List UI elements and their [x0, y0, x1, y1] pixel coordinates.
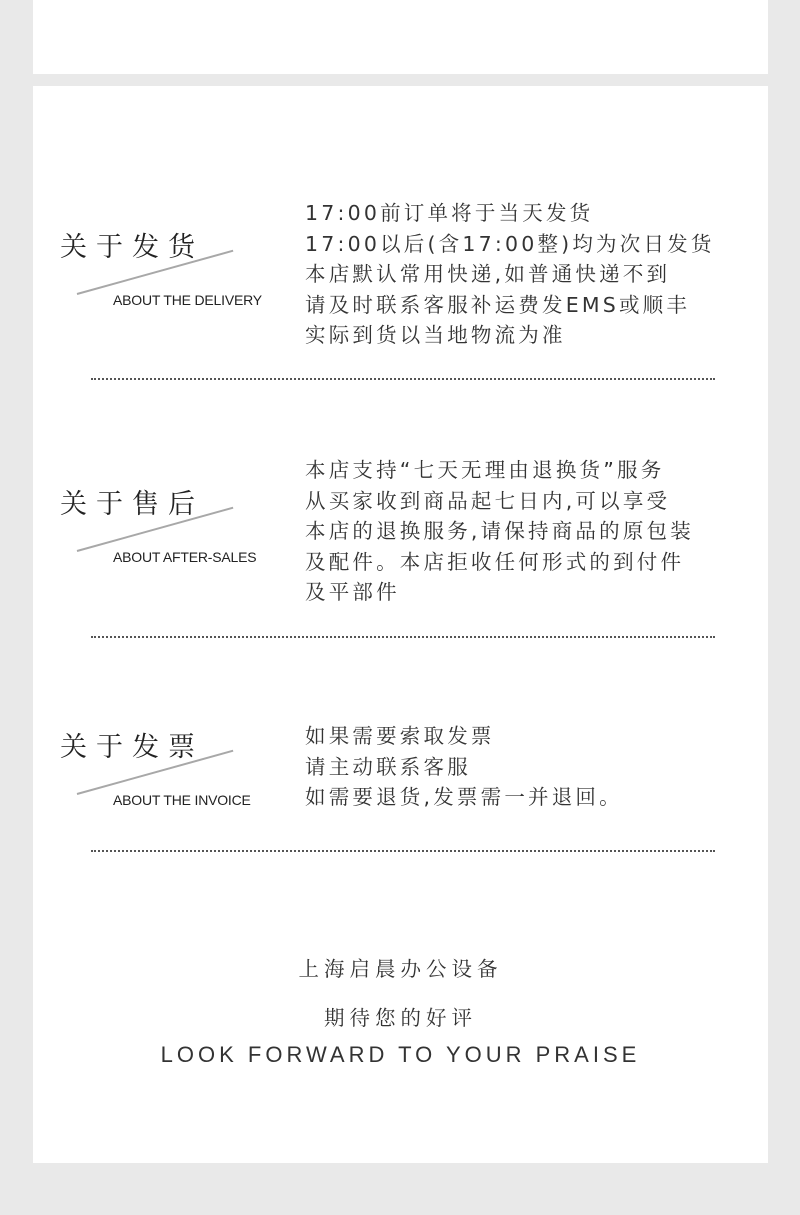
section-text: [305, 721, 623, 813]
text-line: 及配件。本店拒收任何形式的到付件: [305, 549, 685, 574]
section-text: [305, 198, 715, 351]
dotted-divider: [91, 850, 715, 852]
text-line: 17:00以后(含17:00整)均为次日发货: [305, 231, 715, 256]
text-line: 及平部件: [305, 580, 400, 605]
text-line: 本店的退换服务,请保持商品的原包装: [305, 519, 694, 544]
policy-card: [33, 86, 768, 1163]
text-line: 请主动联系客服: [305, 754, 471, 779]
text-line: 本店支持“七天无理由退换货”服务: [305, 458, 665, 482]
company-name: 上海启晨办公设备: [298, 957, 503, 981]
text-line: 从买家收到商品起七日内,可以享受: [305, 488, 671, 513]
dotted-divider: [91, 636, 715, 638]
section-text: [305, 455, 694, 608]
section-subtitle: ABOUT THE INVOICE: [113, 792, 251, 808]
section-subtitle: ABOUT AFTER-SALES: [113, 549, 257, 565]
section-title: 关于发货: [60, 232, 204, 263]
previous-card: [33, 0, 768, 74]
text-line: 本店默认常用快递,如普通快递不到: [305, 262, 671, 287]
text-line: 17:00前订单将于当天发货: [305, 201, 594, 225]
dotted-divider: [91, 378, 715, 380]
section-title: 关于发票: [60, 732, 204, 763]
text-line: 如需要退货,发票需一并退回。: [305, 785, 623, 810]
slogan-chinese: 期待您的好评: [324, 1006, 477, 1030]
text-line: 如果需要索取发票: [305, 724, 495, 748]
section-title: 关于售后: [60, 489, 204, 520]
text-line: 实际到货以当地物流为准: [305, 323, 566, 348]
section-subtitle: ABOUT THE DELIVERY: [113, 292, 262, 308]
text-line: 请及时联系客服补运费发EMS或顺丰: [305, 292, 691, 317]
slogan-english: LOOK FORWARD TO YOUR PRAISE: [160, 1042, 641, 1067]
